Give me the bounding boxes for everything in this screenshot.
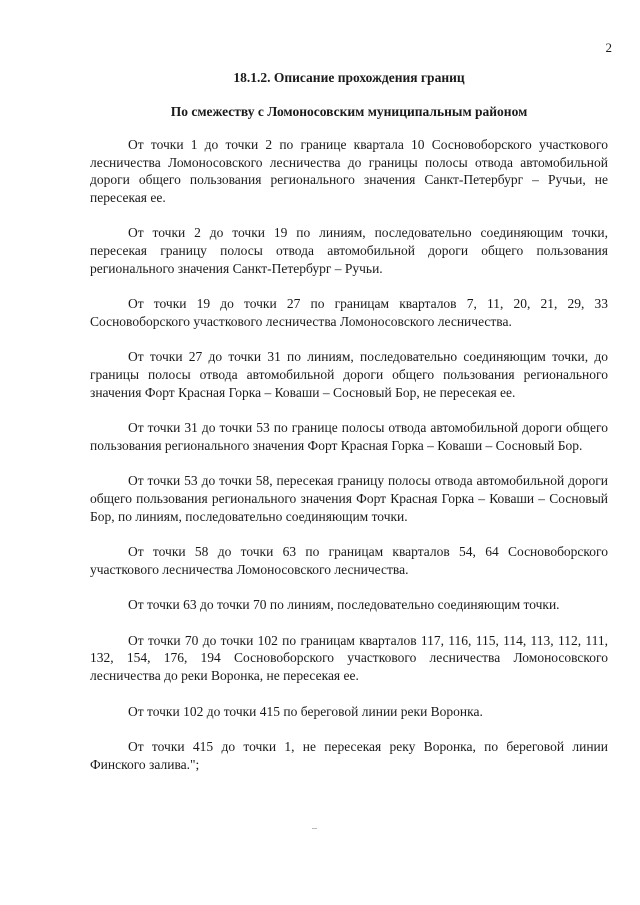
paragraph-11: От точки 415 до точки 1, не пересекая реку Воронка, по береговой линии Финского залива.";: [90, 739, 608, 772]
paragraph-9: От точки 70 до точки 102 по границам кварталов 117, 116, 115, 114, 113, 112, 111, 132, 154, 176, 194 Сосновоборского участкового лесничества Ломоносовского лесничества до реки Воронка, не пересекая ее.: [90, 632, 608, 684]
paragraph-8: От точки 63 до точки 70 по линиям, последовательно соединяющим точки.: [128, 597, 560, 613]
paragraph-4: От точки 27 до точки 31 по линиям, последовательно соединяющим точки, до границы полосы отвода автомобильной дороги общего пользования регионального значения Форт Красная Горка – Коваши – Сосновый Бор, не пересекая ее.: [90, 349, 608, 400]
page-number: 2: [605, 40, 612, 55]
paragraph-2: От точки 2 до точки 19 по линиям, последовательно соединяющим точки, пересекая границу полосы отвода автомобильной дороги общего пользования регионального значения Санкт-Петербург – Ручьи.: [90, 225, 608, 276]
paragraph-5: От точки 31 до точки 53 по границе полосы отвода автомобильной дороги общего пользования регионального значения Форт Красная Горка – Коваши – Сосновый Бор.: [90, 420, 608, 453]
section-subtitle: По смежеству с Ломоносовским муниципальным районом: [170, 104, 528, 119]
paragraph-10: От точки 102 до точки 415 по береговой линии реки Воронка.: [128, 703, 483, 719]
section-title: 18.1.2. Описание прохождения границ: [233, 70, 465, 85]
paragraph-1: От точки 1 до точки 2 по границе квартала 10 Сосновоборского участкового лесничества Ломоносовского лесничества до границы полосы отвода автомобильной дороги общего пользования регионального значения Санкт-Петербург – Ручьи, не пересекая ее.: [90, 137, 608, 205]
scan-mark: [312, 828, 317, 829]
body-text: [90, 136, 608, 791]
paragraph-7: От точки 58 до точки 63 по границам кварталов 54, 64 Сосновоборского участкового лесничества Ломоносовского лесничества.: [90, 544, 608, 577]
paragraph-6: От точки 53 до точки 58, пересекая границу полосы отвода автомобильной дороги общего пользования регионального значения Форт Красная Горка – Коваши – Сосновый Бор, по линиям, последовательно соединяющим точки.: [90, 473, 608, 524]
paragraph-3: От точки 19 до точки 27 по границам кварталов 7, 11, 20, 21, 29, 33 Сосновоборского участкового лесничества Ломоносовского лесничества.: [90, 296, 608, 329]
